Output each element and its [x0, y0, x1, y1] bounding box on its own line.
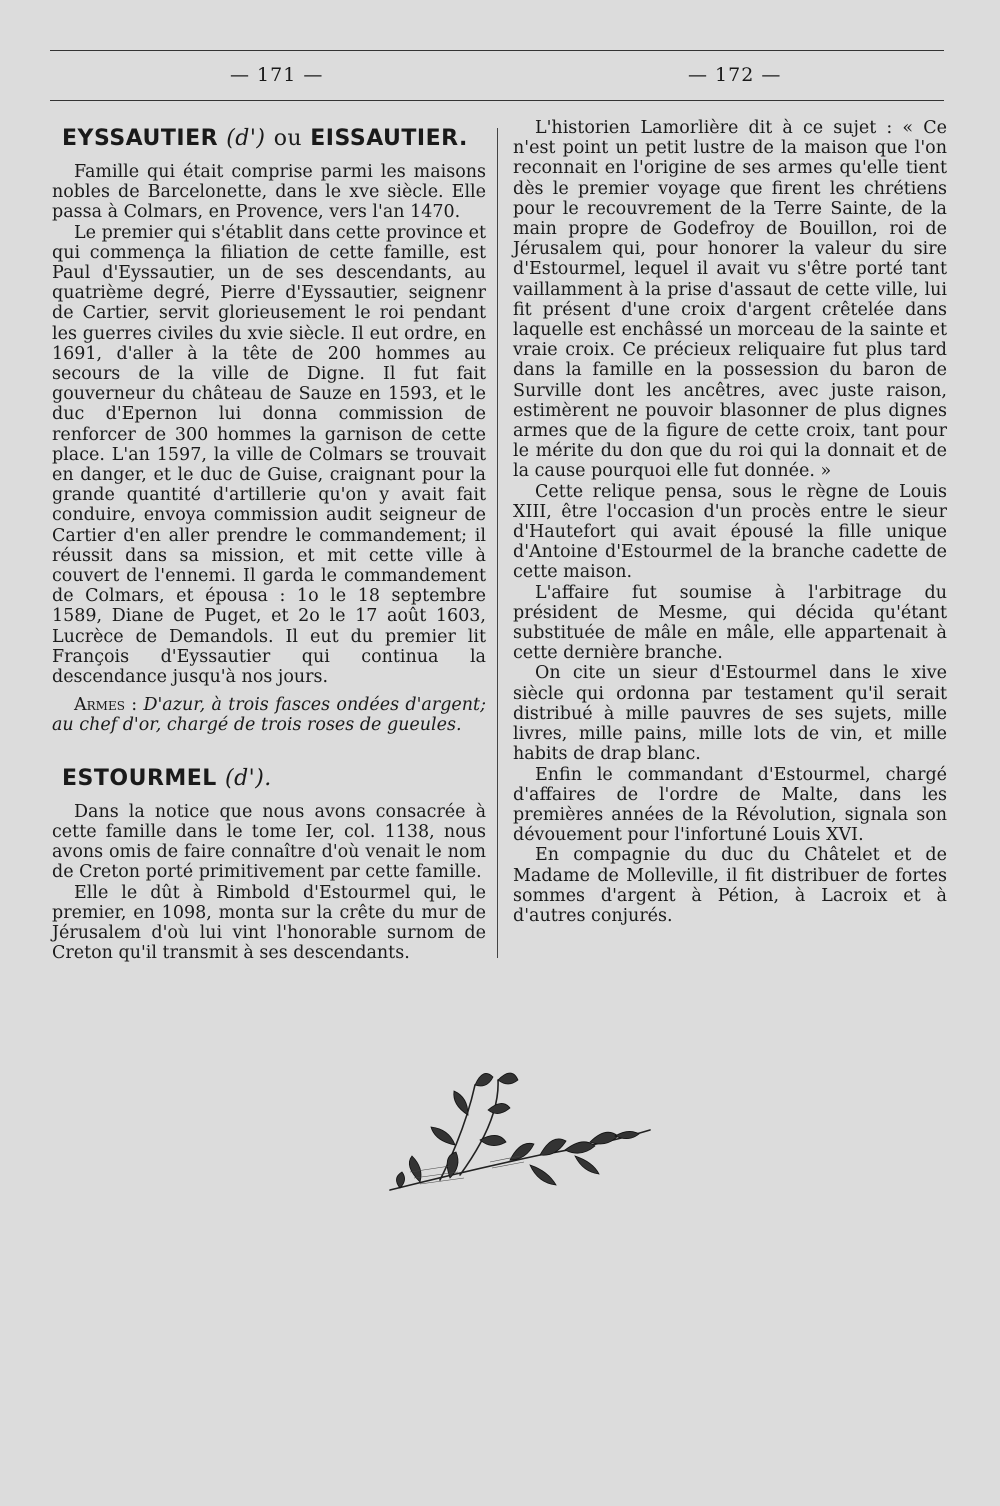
- laurel-branch-icon: [380, 1060, 660, 1200]
- armes-label: Armes :: [74, 695, 138, 716]
- left-page-number: — 171 —: [230, 64, 324, 86]
- left-column: [52, 118, 486, 963]
- armes-text: D'azur, à trois fasces ondées d'argent; au chef d'or, chargé de trois roses de gueules.: [52, 695, 486, 736]
- entry-title-estourmel: [62, 766, 486, 792]
- paragraph: L'affaire fut soumise à l'arbitrage du président de Mesme, qui décida qu'étant substituée de mâle en mâle, elle appartenait à cette dernière branche.: [513, 582, 947, 664]
- paragraph: Cette relique pensa, sous le règne de Louis XIII, être l'occasion d'un procès entre le sieur d'Hautefort qui avait épousé la fille unique d'Antoine d'Estourmel de la branche cadette de cette maison.: [513, 481, 947, 583]
- header-rule: [50, 100, 944, 101]
- paragraph: Le premier qui s'établit dans cette province et qui commença la filiation de cette famille, est Paul d'Eyssautier, un de ses descendants, au quatrième degré, Pierre d'Eyssautier, seignenr de Cartier, servit glorieusement le roi pendant les guerres civiles du xvie siècle. Il eut ordre, en 1691, d'aller à la tête de 200 hommes au secours de la ville de Digne. Il fut fait gouverneur du château de Sauze en 1593, et le duc d'Epernon lui donna commission de renforcer de 300 hommes la garnison de cette place. L'an 1597, la ville de Colmars se trouvait en danger, et le duc de Guise, craignant pour la grande quantité d'artillerie qu'on y avait fait conduire, envoya commission audit seigneur de Cartier d'en aller prendre le commandement; il réussit dans sa mission, et mit cette ville à couvert de l'ennemi. Il garda le commandement de Colmars, et épousa : 1o le 18 septembre 1589, Diane de Puget, et 2o le 17 août 1603, Lucrèce de Demandols. Il eut du premier lit François d'Eyssautier qui continua la descendance jusqu'à nos jours.: [52, 222, 486, 688]
- paragraph: L'historien Lamorlière dit à ce sujet : « Ce n'est point un petit lustre de la maison que l'on reconnait en l'origine de ses armes qu'elle tient dès le premier voyage que firent les chrétiens pour le recouvrement de la Terre Sainte, de la main propre de Godefroy de Bouillon, roi de Jérusalem qui, pour honorer la valeur du sire d'Estourmel, lequel il avait vu s'être porté tant vaillamment à la prise d'assaut de cette ville, lui fit présent d'une croix d'argent crêtelée dans laquelle est enchâssé un morceau de la sainte et vraie croix. Ce précieux reliquaire fut plus tard dans la famille en la possession du baron de Surville dont les ancêtres, avec juste raison, estimèrent ne pouvoir blasonner de plus dignes armes que de la figure de cette croix, tant pour le mérite du don que du roi qui la donnait et de la cause pourquoi elle fut donnée. »: [513, 118, 947, 482]
- entry-title-eyssautier: [62, 126, 486, 152]
- entry-title-name: ESTOURMEL: [62, 765, 217, 791]
- paragraph: En compagnie du duc du Châtelet et de Madame de Molleville, il fit distribuer de fortes sommes d'argent à Pétion, à Lacroix et à d'autres conjurés.: [513, 845, 947, 926]
- entry-title-name: EYSSAUTIER: [62, 126, 219, 151]
- right-column: [513, 118, 947, 926]
- paragraph: Famille qui était comprise parmi les maisons nobles de Barcelonette, dans le xve siècle. Elle passa à Colmars, en Provence, vers l'an 1470.: [52, 162, 486, 223]
- entry-title-particle: [226, 126, 265, 151]
- entry-title-particle: [225, 766, 272, 791]
- column-divider: [497, 128, 498, 958]
- paragraph: On cite un sieur d'Estourmel dans le xive siècle qui ordonna par testament qu'il serait distribué à mille pauvres de ses sujets, mille livres, mille pains, mille lots de vin, et mille habits de drap blanc.: [513, 663, 947, 765]
- top-rule: [50, 50, 944, 51]
- paragraph: Elle le dût à Rimbold d'Estourmel qui, le premier, en 1098, monta sur la crête du mur de Jérusalem d'où lui vint l'honorable surnom de Creton qu'il transmit à ses descendants.: [52, 882, 486, 964]
- entry-title-alt: EISSAUTIER.: [310, 126, 468, 151]
- entry-title-or: ou: [273, 126, 303, 151]
- paragraph: Enfin le commandant d'Estourmel, chargé d'affaires de l'ordre de Malte, dans les premières années de la Révolution, signala son dévouement pour l'infortuné Louis XVI.: [513, 764, 947, 846]
- paragraph: Dans la notice que nous avons consacrée à cette famille dans le tome Ier, col. 1138, nous avons omis de faire connaître d'où venait le nom de Creton porté primitivement par cette famille.: [52, 801, 486, 883]
- armes-blazon: [52, 695, 486, 735]
- right-page-number: — 172 —: [688, 64, 782, 86]
- particle-text: (d'): [226, 126, 266, 151]
- particle-text: (d').: [225, 765, 272, 791]
